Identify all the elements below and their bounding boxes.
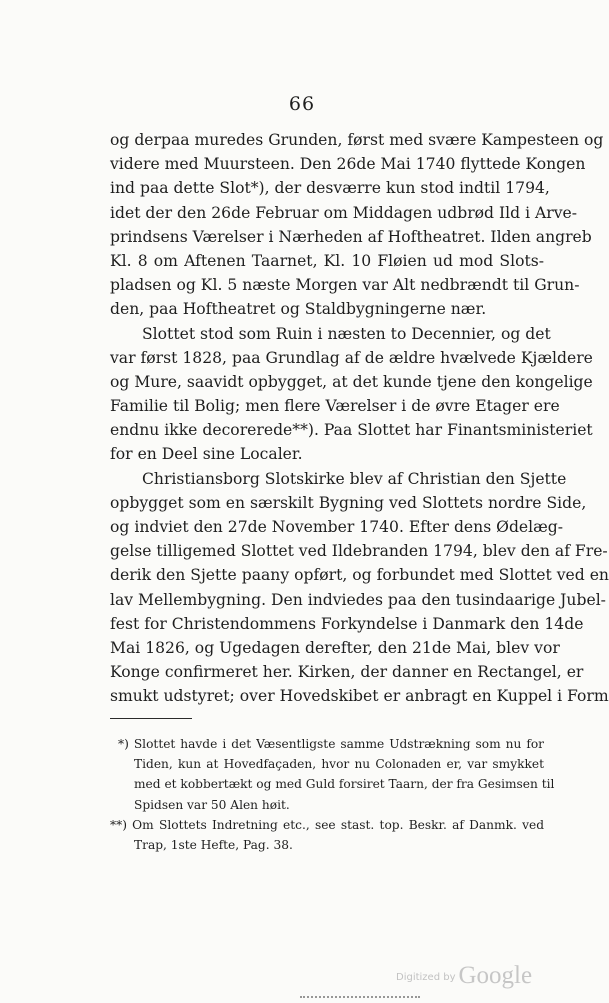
footnote-divider: [110, 718, 192, 719]
text-line: smukt udstyret; over Hovedskibet er anbragt en Kuppel i Form: [110, 687, 609, 706]
footnotes: [110, 734, 555, 855]
scan-artifact: [300, 996, 420, 1001]
text-line: videre med Muursteen. Den 26de Mai 1740 flyttede Kongen: [110, 155, 586, 174]
footnote-line: Spidsen var 50 Alen høit.: [134, 797, 290, 812]
text-line: Slottet stod som Ruin i næsten to Decennier, og det: [142, 324, 551, 343]
page-number: 66: [288, 93, 316, 115]
digitized-watermark: [396, 962, 532, 990]
text-line: og Mure, saavidt opbygget, at det kunde tjene den kongelige: [110, 372, 593, 391]
text-line: Christiansborg Slotskirke blev af Christian den Sjette: [142, 469, 567, 488]
text-line: den, paa Hoftheatret og Staldbygningerne nær.: [110, 300, 487, 319]
text-line: Kl. 8 om Aftenen Taarnet, Kl. 10 Fløien ud mod Slots-: [110, 251, 544, 270]
footnote-line: Tiden, kun at Hovedfaçaden, hvor nu Colonaden er, var smykket: [134, 757, 544, 772]
watermark-prefix: Digitized by: [396, 972, 456, 983]
text-line: endnu ikke decorerede**). Paa Slottet har Finantsministeriet: [110, 421, 593, 440]
text-line: prindsens Værelser i Nærheden af Hoftheatret. Ilden angreb: [110, 227, 592, 246]
text-line: for en Deel sine Localer.: [110, 445, 303, 464]
text-line: lav Mellembygning. Den indviedes paa den tusindaarige Jubel-: [110, 590, 606, 609]
text-line: ind paa dette Slot*), der desværre kun stod indtil 1794,: [110, 179, 550, 198]
text-line: var først 1828, paa Grundlag af de ældre hvælvede Kjældere: [110, 348, 593, 367]
footnote-line: *) Slottet havde i det Væsentligste samme Udstrækning som nu for: [118, 737, 544, 751]
text-line: og indviet den 27de November 1740. Efter dens Ødelæg-: [110, 518, 564, 536]
text-line: derik den Sjette paany opført, og forbundet med Slottet ved en: [110, 566, 609, 585]
text-line: gelse tilligemed Slottet ved Ildebranden 1794, blev den af Fre-: [110, 542, 608, 561]
google-logo: Google: [458, 962, 533, 989]
text-line: og derpaa muredes Grunden, først med svære Kampesteen og: [110, 131, 604, 149]
text-line: pladsen og Kl. 5 næste Morgen var Alt nedbrændt til Grun-: [110, 276, 580, 295]
footnote-line: **) Om Slottets Indretning etc., see stast. top. Beskr. af Danmk. ved: [110, 817, 544, 832]
footnote-line: Trap, 1ste Hefte, Pag. 38.: [134, 837, 293, 852]
text-line: opbygget som en særskilt Bygning ved Slottets nordre Side,: [110, 493, 587, 512]
footnote-line: med et kobbertækt og med Guld forsiret Taarn, der fra Gesimsen til: [134, 777, 555, 792]
text-line: Mai 1826, og Ugedagen derefter, den 21de Mai, blev vor: [110, 638, 560, 657]
text-line: Konge confirmeret her. Kirken, der danner en Rectangel, er: [110, 663, 584, 682]
text-line: fest for Christendommens Forkyndelse i Danmark den 14de: [110, 614, 584, 633]
text-line: Familie til Bolig; men flere Værelser i de øvre Etager ere: [110, 397, 560, 416]
text-line: idet der den 26de Februar om Middagen udbrød Ild i Arve-: [110, 203, 578, 222]
main-text: [110, 128, 609, 709]
